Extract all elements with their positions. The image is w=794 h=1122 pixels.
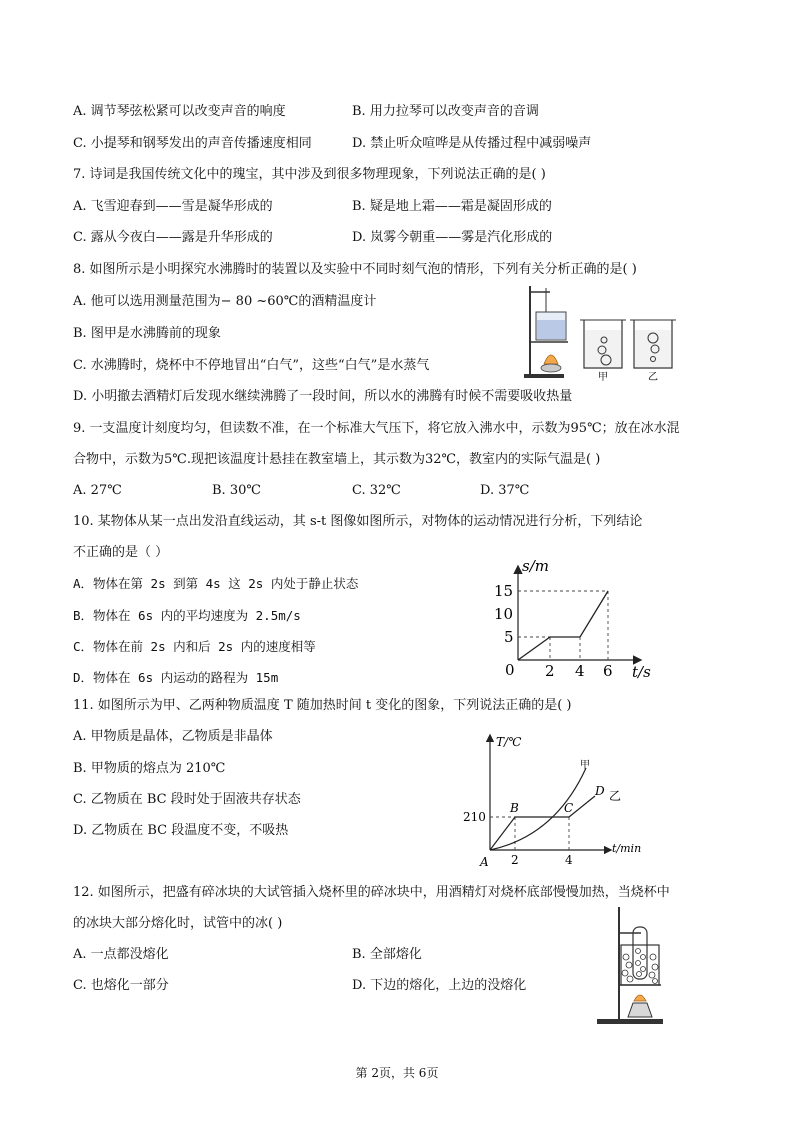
q7-option-a: A. 飞雪迎春到——雪是凝华形成的 [73, 199, 273, 214]
q10-option-a: A．物体在第 2s 到第 4s 这 2s 内处于静止状态 [73, 576, 359, 591]
q9-stem-line2: 合物中，示数为5℃.现把该温度计悬挂在教室墙上，其示数为32℃，教室内的实际气温是( ) [73, 452, 601, 467]
point-a: A [480, 855, 489, 868]
x-tick-4: 4 [565, 853, 573, 867]
label-yi: 乙 [648, 372, 658, 382]
alcohol-lamp [541, 364, 561, 372]
q9-stem-line1: 9. 一支温度计刻度均匀，但读数不准，在一个标准大气压下，将它放入沸水中，示数为95℃；放在冰水混 [73, 421, 680, 436]
series-jia-label: 甲 [580, 760, 590, 771]
q9-option-a: A. 27℃ [73, 483, 122, 498]
x-axis-label: t/s [632, 663, 651, 681]
q11-option-c: C. 乙物质在 BC 段时处于固液共存状态 [73, 792, 301, 807]
q10-option-d: D．物体在 6s 内运动的路程为 15m [73, 670, 279, 685]
y-tick-15: 15 [494, 582, 514, 600]
origin-label: 0 [505, 661, 515, 679]
q7-option-d: D. 岚雾今朝重——雾是汽化形成的 [352, 230, 553, 245]
point-c: C [564, 801, 574, 815]
x-tick-4: 4 [575, 662, 585, 680]
series-yi-label: 乙 [609, 789, 622, 803]
q10-option-c: C．物体在前 2s 内和后 2s 内的速度相等 [73, 639, 316, 654]
flame [634, 995, 646, 1001]
q7-option-c: C. 露从今夜白——露是升华形成的 [73, 230, 273, 245]
q8-option-c: C. 水沸腾时，烧杯中不停地冒出“白气”，这些“白气”是水蒸气 [73, 358, 430, 373]
q8-option-b: B. 图甲是水沸腾前的现象 [73, 326, 221, 341]
q8-apparatus-figure [522, 282, 682, 382]
q12-stem-line2: 的冰块大部分熔化时，试管中的冰( ) [73, 916, 283, 931]
point-d: D [595, 784, 605, 798]
q12-option-b: B. 全部熔化 [352, 947, 422, 962]
alcohol-lamp [628, 1003, 652, 1017]
q10-st-graph [490, 553, 660, 683]
x-tick-6: 6 [603, 662, 613, 680]
q10-stem-line1: 10. 某物体从某一点出发沿直线运动，其 s-t 图像如图所示，对物体的运动情况进行分析，下列结论 [73, 514, 643, 529]
q8-option-d: D. 小明撤去酒精灯后发现水继续沸腾了一段时间，所以水的沸腾有时候不需要吸收热量 [73, 389, 573, 404]
q10-stem-line2: 不正确的是（ ） [73, 545, 169, 560]
q12-apparatus-figure [595, 905, 670, 1030]
x-tick-2: 2 [545, 662, 555, 680]
y-tick-210: 210 [463, 810, 486, 824]
q12-option-a: A. 一点都没熔化 [73, 947, 169, 962]
q11-temperature-graph [460, 728, 650, 868]
q6-option-b: B. 用力拉琴可以改变声音的音调 [352, 104, 539, 119]
q11-option-a: A. 甲物质是晶体，乙物质是非晶体 [73, 729, 273, 744]
q11-option-d: D. 乙物质在 BC 段温度不变，不吸热 [73, 823, 289, 838]
q7-stem: 7. 诗词是我国传统文化中的瑰宝，其中涉及到很多物理现象，下列说法正确的是( ) [73, 167, 546, 182]
q11-option-b: B. 甲物质的熔点为 210℃ [73, 761, 226, 776]
q6-option-c: C. 小提琴和钢琴发出的声音传播速度相同 [73, 136, 312, 151]
q12-stem-line1: 12. 如图所示，把盛有碎冰块的大试管插入烧杯里的碎冰块中，用酒精灯对烧杯底部慢慢加热，当烧杯中 [73, 885, 670, 900]
q7-option-b: B. 疑是地上霜——霜是凝固形成的 [352, 199, 552, 214]
page-footer: 第 2页，共 6页 [355, 1066, 439, 1080]
q9-option-c: C. 32℃ [352, 483, 401, 498]
st-curve [518, 591, 608, 660]
label-jia: 甲 [598, 372, 608, 382]
x-axis-label: t/min [612, 842, 642, 855]
point-b: B [510, 801, 519, 815]
curve-yi [490, 796, 595, 850]
q8-option-a: A. 他可以选用测量范围为− 80 ~60℃的酒精温度计 [73, 294, 377, 309]
q10-option-b: B．物体在 6s 内的平均速度为 2.5m/s [73, 608, 301, 623]
q8-stem: 8. 如图所示是小明探究水沸腾时的装置以及实验中不同时刻气泡的情形，下列有关分析正确的是( ) [73, 262, 637, 277]
flame [544, 355, 558, 364]
y-axis-label: s/m [522, 557, 549, 575]
q11-stem: 11. 如图所示为甲、乙两种物质温度 T 随加热时间 t 变化的图象，下列说法正确的是( ) [73, 698, 572, 713]
q6-option-a: A. 调节琴弦松紧可以改变声音的响度 [73, 104, 286, 119]
y-tick-10: 10 [494, 605, 514, 623]
q12-option-d: D. 下边的熔化，上边的没熔化 [352, 978, 527, 993]
x-tick-2: 2 [511, 853, 519, 867]
q9-option-d: D. 37℃ [480, 483, 530, 498]
y-tick-5: 5 [504, 628, 514, 646]
stand-base [524, 374, 564, 378]
stand-base [597, 1019, 663, 1024]
q12-option-c: C. 也熔化一部分 [73, 978, 169, 993]
ice-pieces [622, 949, 658, 984]
q9-option-b: B. 30℃ [212, 483, 261, 498]
q6-option-d: D. 禁止听众喧哗是从传播过程中减弱噪声 [352, 136, 592, 151]
y-axis-label: T/℃ [496, 735, 522, 749]
